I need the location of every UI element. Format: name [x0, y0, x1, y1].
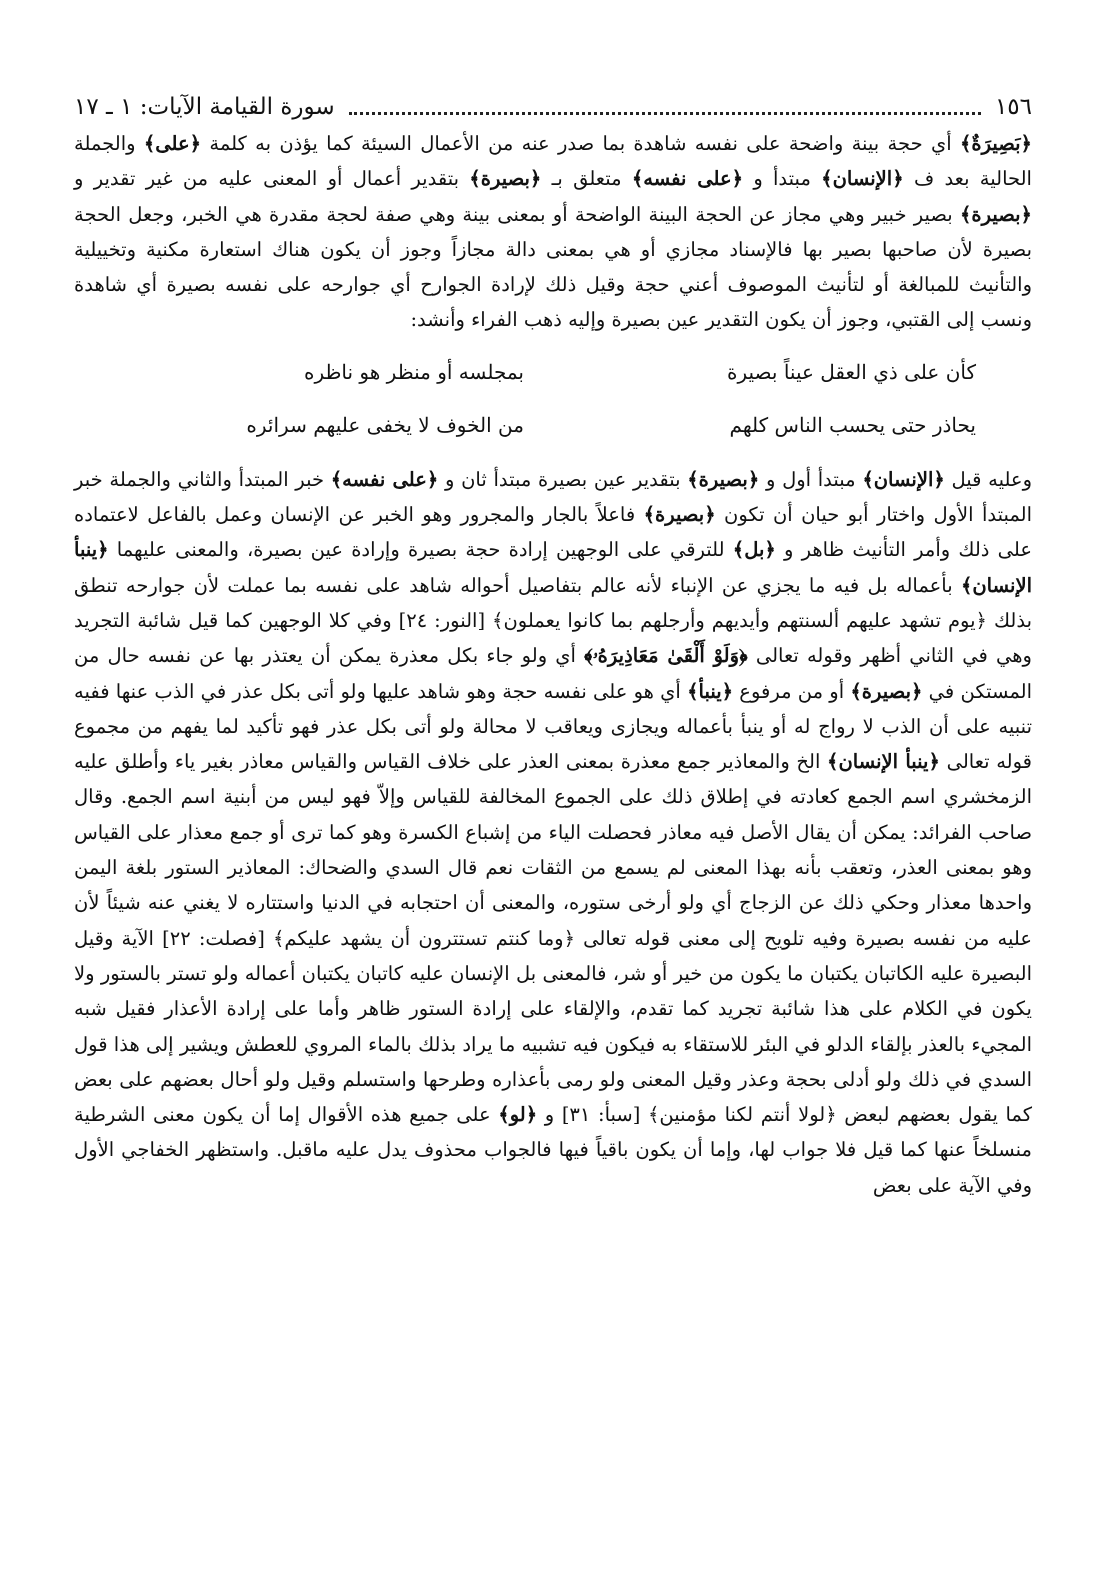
- text-run: الخ والمعاذير جمع معذرة بمعنى العذر على خلاف القياس والقياس معاذر بغير ياء وأطلق عليه الزمخشري اسم الجمع كعادته في إطلاق ذلك على الجموع المخالفة للقياس وإلاّ فهو ليس من أبنية اسم الجمع. وقال صاحب الفرائد: يمكن أن يقال الأصل فيه معاذر فحصلت الياء من إشباع الكسرة وهو كما ترى أو جمع معذار على القياس وهو بمعنى العذر، وتعقب بأنه بهذا المعنى لم يسمع من الثقات نعم قال السدي والضحاك: المعاذير الستور بلغة اليمن واحدها معذار وحكي ذلك عن الزجاج أي ولو أرخى ستوره، والمعنى أن احتجابه في الدنيا واستتاره لا يغني عنه شيئاً لأن عليه من نفسه بصيرة وفيه تلويح إلى معنى قوله تعالى: [74, 750, 1032, 950]
- text-run: [النور: ٢٤] وفي كلا الوجهين كما قيل شائبة التجريد وهي في الثاني أظهر وقوله تعالى: [74, 608, 1032, 668]
- text-run: أي ولو جاء بكل معذرة يمكن أن يعتذر بها عن نفسه حال من المستكن في: [74, 644, 1032, 703]
- text-run: فاعلاً بالجار والمجرور وهو الخبر عن الإنسان وعمل بالفاعل لاعتماده على ذلك وأمر التأنيث ظاهر و: [74, 503, 1033, 562]
- text-run: للترقي على الوجهين إرادة حجة بصيرة وإرادة عين بصيرة، والمعنى عليهما: [108, 538, 733, 562]
- text-run: مبتدأ أول و: [759, 467, 863, 491]
- text-run: [فصلت: ٢٢] الآية وقيل البصيرة عليه الكاتبان يكتبان ما يكون من خير أو شر، فالمعنى بل الإنسان عليه كاتبان يكتبان أعماله ولو تستر بالستور ولا يكون في الكلام على هذا شائبة تجريد كما تقدم، والإلقاء على إرادة الستور ظاهر وأما على إرادة الأعذار فقيل شبه المجيء بالعذر بإلقاء الدلو في البئر للاستقاء به فيكون فيه تشبيه ما يراد بذلك بالماء المروي للعطش ويشير إلى هذا قول السدي في ذلك ولو أدلى بحجة وعذر وقيل المعنى ولو رمى بأعذاره وطرحها واستسلم وقيل ولو أحال بعضهم على بعض كما يقول بعضهم لبعض: [74, 926, 1032, 1127]
- header-dotted-leader: [349, 112, 981, 115]
- text-run: بتقدير أعمال أو المعنى عليه من غير تقدير و: [74, 167, 470, 191]
- poem-line: [74, 399, 1032, 452]
- quran-term: ﴿لو﴾: [498, 1103, 538, 1127]
- commentary-paragraph-1: [74, 126, 1032, 338]
- quran-term: ﴿بل﴾: [732, 538, 776, 562]
- text-run: مبتدأ و: [743, 167, 822, 191]
- quran-term: ﴿وَلَوْ أَلْقَىٰ مَعَاذِيرَهُۥ﴾: [584, 644, 748, 668]
- poem-first-hemistich: يحاذر حتى يحسب الناس كلهم: [729, 412, 976, 437]
- commentary-paragraph-2: [74, 462, 1032, 1203]
- quran-term: ﴿بصيرة﴾: [850, 679, 923, 703]
- page-number: ١٥٦: [994, 94, 1032, 120]
- poem-line: [74, 346, 1032, 399]
- poem-second-hemistich: بمجلسه أو منظر هو ناظره: [303, 359, 524, 384]
- poem-second-hemistich: من الخوف لا يخفى عليهم سرائره: [246, 412, 524, 437]
- page-header: [74, 80, 1032, 122]
- quran-term: ﴿على نفسه﴾: [330, 467, 439, 491]
- text-run: أي هو على نفسه حجة وهو شاهد عليها ولو أتى بكل عذر في الذب عنها ففيه تنبيه على أن الذب لا رواج له أو ينبأ بأعماله ويجازى ويعاقب لا محالة ولو أتى بكل عذر فهو تأكيد لما يفهم من مجموع قوله تعالى: [74, 679, 1032, 774]
- quran-term: ﴿على﴾: [143, 132, 202, 155]
- poem-verses: [74, 346, 1032, 452]
- quran-term: ﴿بصيرة﴾: [643, 503, 716, 527]
- quran-term: ﴿ينبأ الإنسان﴾: [74, 538, 1032, 597]
- text-run: وعليه قيل: [944, 467, 1032, 491]
- text-run: بأعماله بل فيه ما يجزي عن الإنباء لأنه عالم بتفاصيل أحواله شاهد على نفسه بما عملت لأن جوارحه تنطق بذلك: [74, 573, 1032, 632]
- text-run: على جميع هذه الأقوال إما أن يكون معنى الشرطية منسلخاً عنها كما قيل فلا جواب لها، وإما أن يكون باقياً فيها فالجواب محذوف يدل عليه ماقبل. واستظهر الخفاجي الأول وفي الآية على بعض: [74, 1103, 1032, 1197]
- text-run: أي حجة بينة واضحة على نفسه شاهدة بما صدر عنه من الأعمال السيئة كما يؤذن به كلمة: [201, 132, 960, 155]
- quran-term: ﴿الإنسان﴾: [821, 167, 904, 191]
- text-run: أو من مرفوع: [733, 679, 851, 703]
- text-run: بتقدير عين بصيرة مبتدأ ثان و: [438, 467, 688, 491]
- quran-term: ﴿ينبأ الإنسان﴾: [827, 750, 940, 774]
- quran-term: ﴿بَصِيرَةٌ﴾: [959, 132, 1032, 155]
- running-title: سورة القيامة الآيات: ١ ـ ١٧: [74, 94, 335, 120]
- text-run: خبر المبتدأ والثاني والجملة خبر المبتدأ الأول واختار أبو حيان أن تكون: [74, 467, 1032, 527]
- quran-term: ﴿على نفسه﴾: [631, 167, 744, 191]
- quran-term: ﴿بصيرة﴾: [469, 167, 542, 191]
- text-run: بصير خبير وهي مجاز عن الحجة البينة الواضحة أو بمعنى بينة وهي صفة لحجة مقدرة هي الخبر، وجعل الحجة بصيرة لأن صاحبها بصير بها فالإسناد مجازي أو هي بمعنى دالة مجازاً وجوز أن يكون هناك استعارة مكنية وتخييلية والتأنيث للمبالغة أو لتأنيث الموصوف أعني حجة وقيل ذلك لإرادة الجوارح أي جوارحه على نفسه بصيرة أي شاهدة ونسب إلى القتبي، وجوز أن يكون التقدير عين بصيرة وإليه ذهب الفراء وأنشد:: [74, 202, 1032, 332]
- quran-term: ﴿بصيرة﴾: [959, 202, 1032, 226]
- poem-first-hemistich: كأن على ذي العقل عيناً بصيرة: [727, 359, 976, 384]
- quran-term: ﴿بصيرة﴾: [687, 467, 760, 491]
- text-run: متعلق بـ: [541, 167, 632, 191]
- quran-term: ﴿ينبأ﴾: [687, 679, 734, 703]
- text-run: [سبأ: ٣١] و: [537, 1103, 648, 1127]
- text-run: والجملة الحالية بعد ف: [74, 132, 1032, 191]
- document-page: [74, 80, 1032, 1203]
- text-run: ﴿يوم تشهد عليهم ألسنتهم وأيديهم وأرجلهم بما كانوا يعملون﴾: [492, 608, 987, 632]
- text-run: ﴿لولا أنتم لكنا مؤمنين﴾: [647, 1103, 837, 1127]
- text-run: ﴿وما كنتم تستترون أن يشهد عليكم﴾: [272, 926, 576, 950]
- quran-term: ﴿الإنسان﴾: [862, 467, 945, 491]
